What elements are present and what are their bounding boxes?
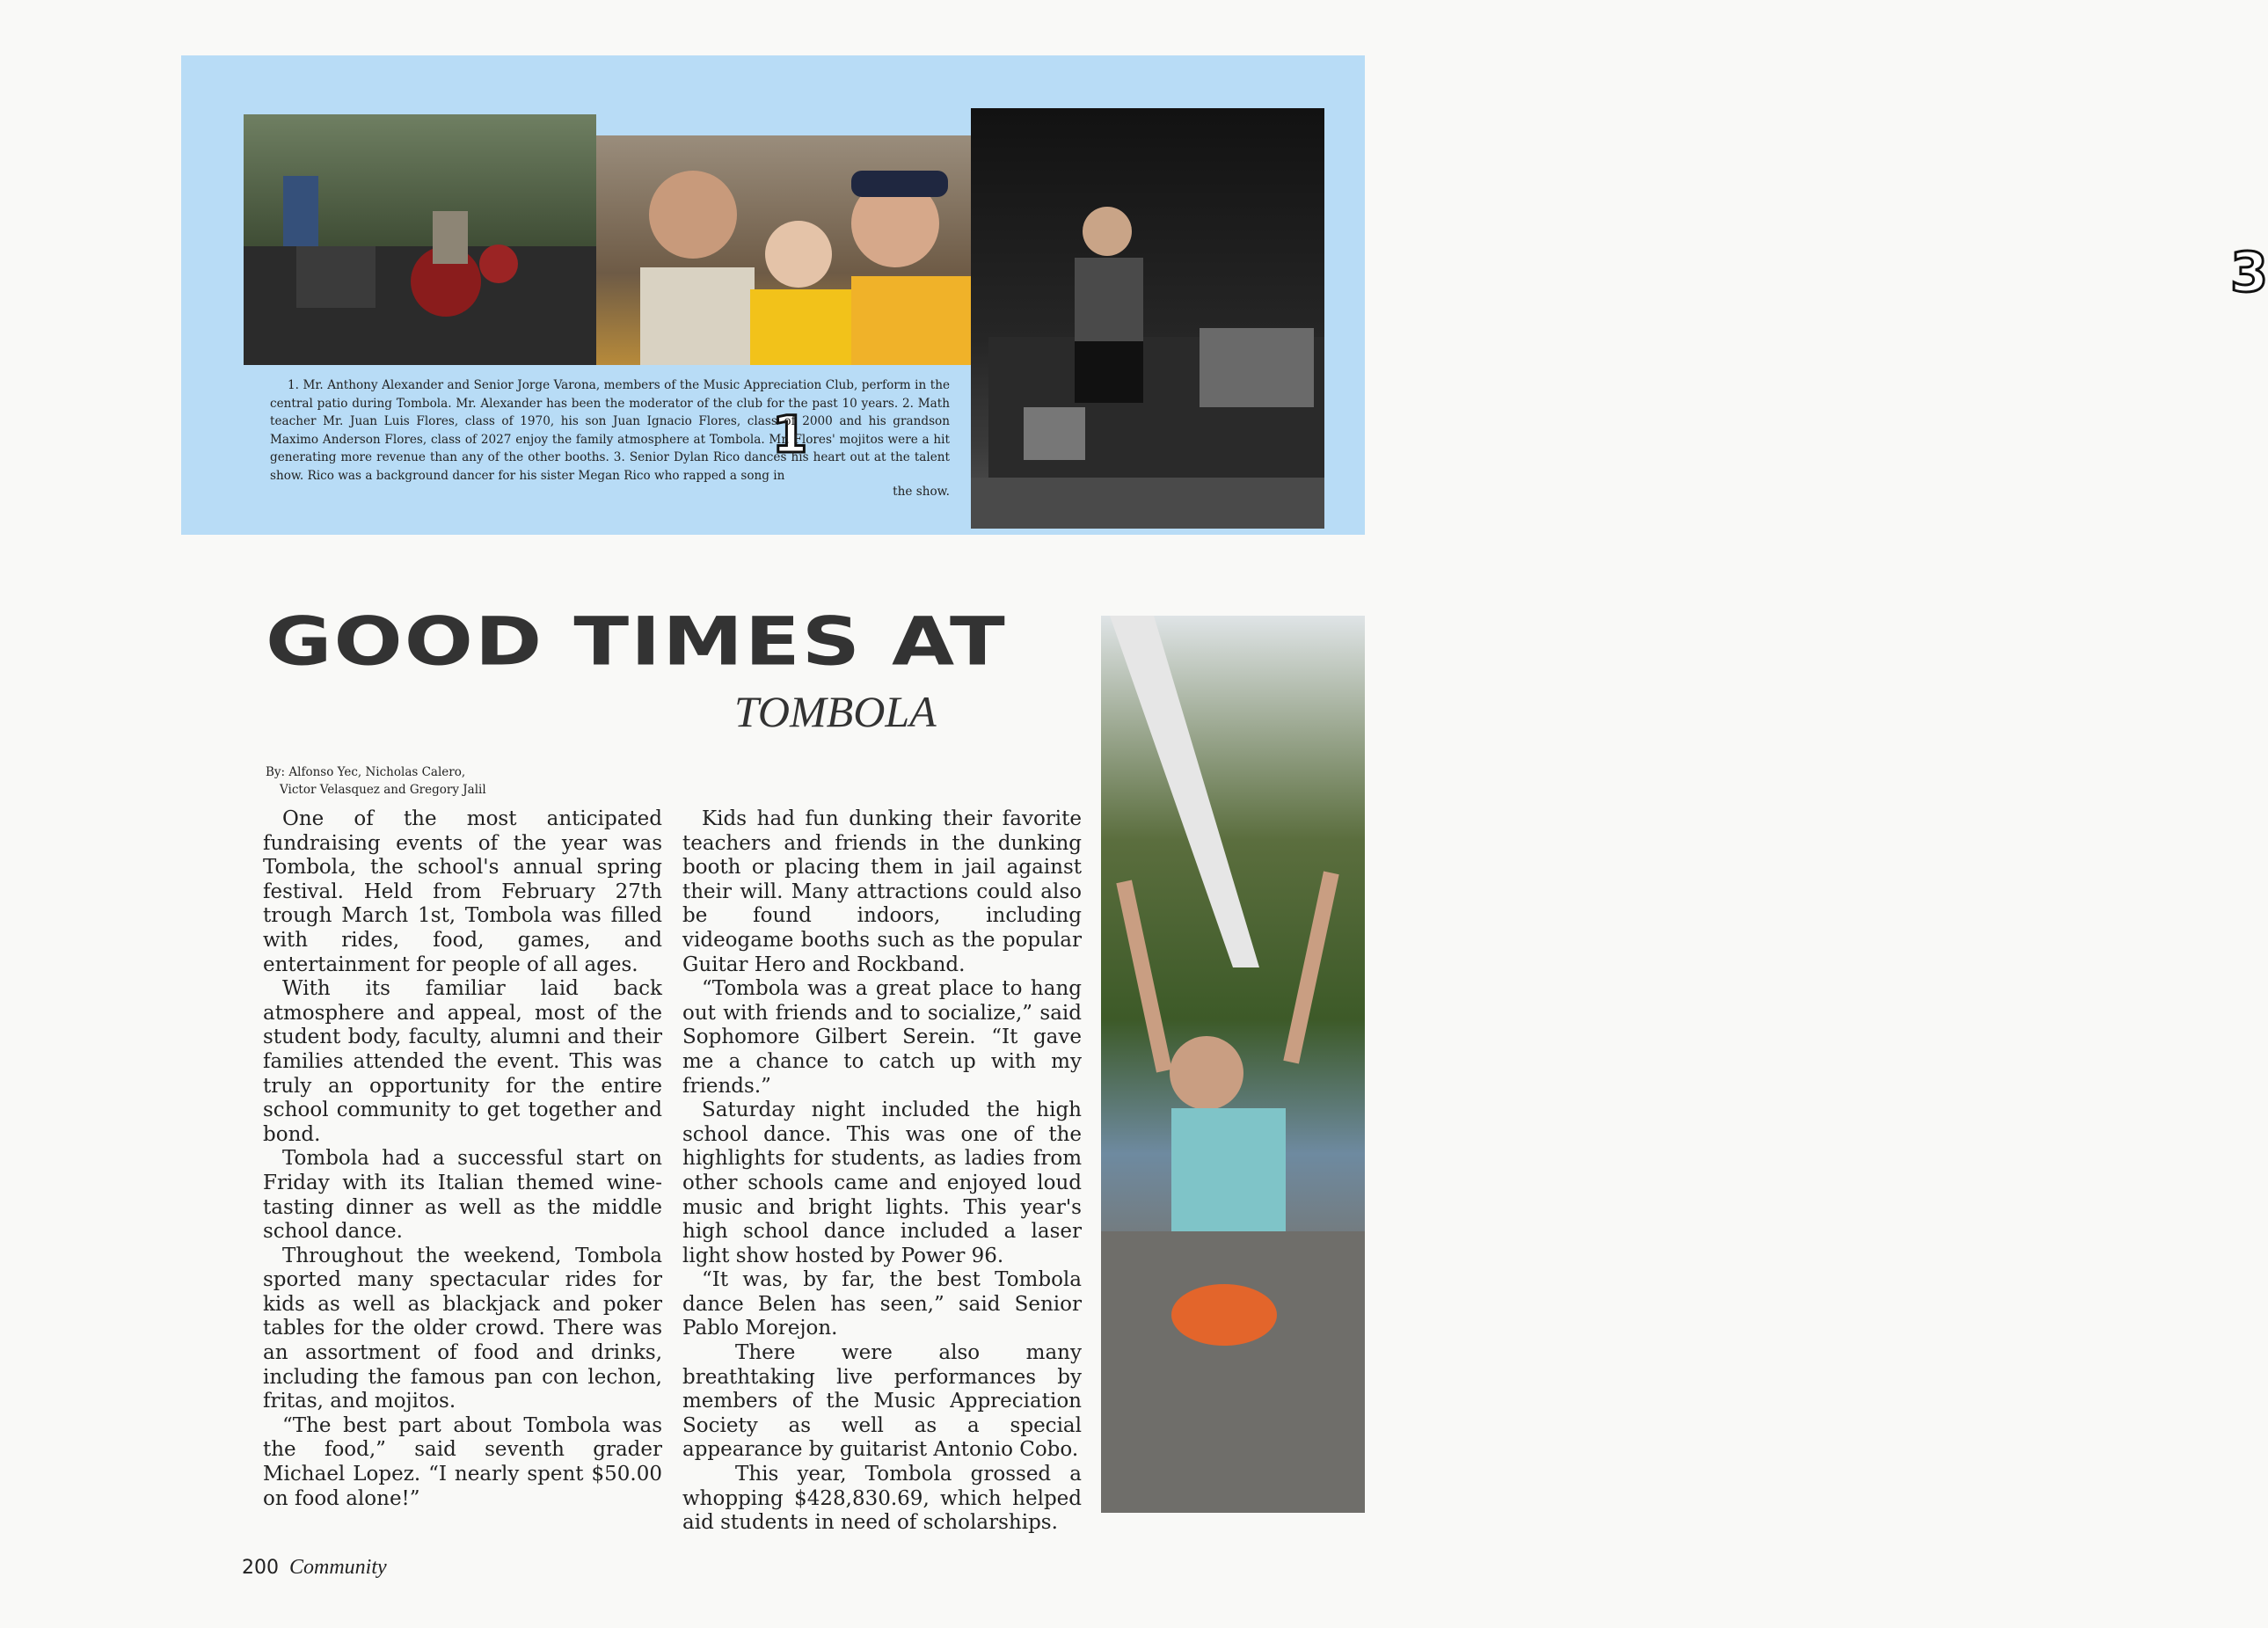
dancer-photo-illustration — [971, 108, 1324, 529]
article-paragraph: There were also many breathtaking live performances by members of the Music Appreciation Society as well as a special appearance by guitarist Antonio Cobo. — [682, 1341, 1082, 1462]
headline-title: GOOD TIMES AT — [266, 603, 1007, 681]
family-photo-illustration — [596, 135, 972, 365]
band-photo-illustration — [244, 114, 596, 365]
article-paragraph: Saturday night included the high school dance. This was one of the highlights for students, as ladies from other schools came and enjoyed loud music and bright lights. This year's high school dance included a laser light show hosted by Power 96. — [682, 1099, 1082, 1267]
article-paragraph: “The best part about Tombola was the food,” said seventh grader Michael Lopez. “I nearly spent $50.00 on food alone!” — [263, 1413, 662, 1510]
page-number: 200 — [242, 1557, 279, 1579]
photo-number-3: 3 — [2230, 240, 2268, 304]
article-column-1 — [263, 807, 662, 1511]
article-paragraph: Tombola had a successful start on Friday with its Italian themed wine-tasting dinner as well as the middle school dance. — [263, 1147, 662, 1244]
headline-subtitle: TOMBOLA — [734, 687, 937, 736]
caption-text-end: the show. — [893, 484, 950, 499]
article-paragraph: One of the most anticipated fundraising events of the year was Tombola, the school's annual spring festival. Held from February 27th trough March 1st, Tombola was filled with rides, food, games, and entertainment for people of all ages. — [263, 807, 662, 976]
byline-line-2: Victor Velasquez and Gregory Jalil — [280, 783, 486, 797]
section-name: Community — [289, 1556, 387, 1579]
article-paragraph: “Tombola was a great place to hang out with friends and to socialize,” said Sophomore Gilbert Serein. “It gave me a chance to catch up with my friends.” — [682, 977, 1082, 1098]
ride-photo-illustration — [1101, 616, 1365, 1513]
article-paragraph: With its familiar laid back atmosphere and appeal, most of the student body, faculty, alumni and their families attended the event. This was truly an opportunity for the entire school community to get together and bond. — [263, 977, 662, 1146]
article-paragraph: “It was, by far, the best Tombola dance Belen has seen,” said Senior Pablo Morejon. — [682, 1268, 1082, 1340]
dancer-photo-3 — [971, 108, 2268, 529]
family-photo-2 — [596, 135, 972, 365]
article-paragraph: Kids had fun dunking their favorite teachers and friends in the dunking booth or placing them in jail against their will. Many attractions could also be found indoors, including videogame booths such as the popular Guitar Hero and Rockband. — [682, 807, 1082, 976]
byline-line-1: By: Alfonso Yec, Nicholas Calero, — [266, 765, 466, 779]
article-paragraph: Throughout the weekend, Tombola sported many spectacular rides for kids as well as blackjack and poker tables for the older crowd. There was an assortment of food and drinks, including the famous pan con lechon, fritas, and mojitos. — [263, 1244, 662, 1413]
photo-number-1: 1 — [772, 405, 808, 464]
photo-caption — [270, 376, 950, 500]
page-footer — [242, 1556, 387, 1580]
caption-text: 1. Mr. Anthony Alexander and Senior Jorge Varona, members of the Music Appreciation Club, perform in the central patio during Tombola. Mr. Alexander has been the moderator of the club for the past 10 years. 2. Math teacher Mr. Juan Luis Flores, class of 1970, his son Juan Ignacio Flores, class of 2000 and his grandson Maximo Anderson Flores, class of 2027 enjoy the family atmosphere at Tombola. Mr. Flores' mojitos were a hit generating more revenue than any of the other booths. 3. Senior Dylan Rico dances his heart out at the talent show. Rico was a background dancer for his sister Megan Rico who rapped a song in — [270, 378, 950, 483]
article-column-2 — [682, 807, 1082, 1536]
byline — [266, 763, 486, 799]
article-paragraph: This year, Tombola grossed a whopping $428,830.69, which helped aid students in need of scholarships. — [682, 1463, 1082, 1535]
ride-photo — [1101, 616, 1365, 1513]
